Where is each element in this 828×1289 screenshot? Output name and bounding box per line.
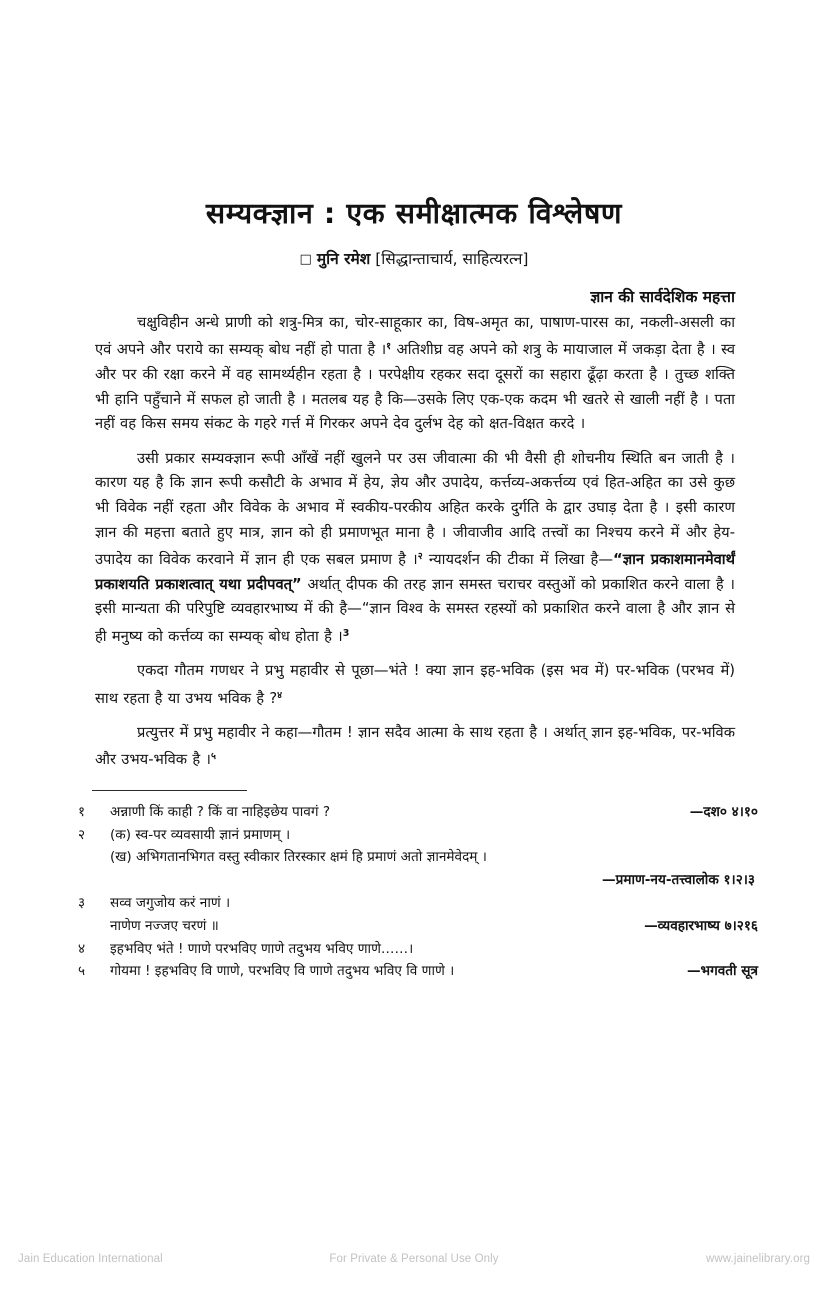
paragraph-1 bbox=[95, 311, 735, 437]
footnote-marker-5: ५ bbox=[210, 751, 216, 763]
paragraph-2 bbox=[95, 447, 735, 650]
footnote-marker-4: ४ bbox=[277, 690, 283, 702]
title-block bbox=[0, 196, 828, 269]
paragraph-4-text: प्रत्युत्तर में प्रभु महावीर ने कहा—गौतम ! ज्ञान सदैव आत्मा के साथ रहता है । अर्थात् ज्ञान इह-भविक, पर-भविक और उभय-भविक है । bbox=[95, 723, 735, 769]
footnote-text: अन्नाणी किं काही ? किं वा नाहिइछेय पावगं ? bbox=[110, 803, 331, 820]
footnote-body bbox=[110, 801, 758, 824]
footnote-body bbox=[110, 938, 758, 961]
footnote-separator bbox=[92, 790, 247, 791]
footnote-body bbox=[110, 846, 758, 869]
footnote-number: २ bbox=[78, 826, 86, 843]
paragraph-2-text-a: उसी प्रकार सम्यक्ज्ञान रूपी आँखें नहीं खुलने पर उस जीवात्मा की भी वैसी ही शोचनीय स्थिति बन जाती है । कारण यह है कि ज्ञान रूपी कसौटी के अभाव में हेय, ज्ञेय और उपादेय, कर्त्तव्य-अकर्त्तव्य एवं हित-अहित का उसे कुछ भी विवेक नहीं रहता और विवेक के अभाव में स्वकीय-परकीय अहित करके दुर्गति के द्वार उघाड़ देता है । इसी कारण ज्ञान की महत्ता बताते हुए मात्र, ज्ञान को ही प्रमाणभूत माना है । जीवाजीव आदि तत्त्वों का निश्चय करने में और हेय-उपादेय का विवेक करवाने में ज्ञान ही एक सबल प्रमाण है । bbox=[95, 449, 735, 569]
document-page bbox=[0, 196, 828, 1289]
footnote-marker-3: 3 bbox=[342, 627, 350, 639]
footnote-item bbox=[78, 801, 758, 824]
section-heading: ज्ञान की सार्वदेशिक महत्ता bbox=[590, 287, 735, 306]
footnote-marker-1: १ bbox=[386, 341, 392, 353]
footnote-source: —भगवती सूत्र bbox=[686, 963, 758, 980]
byline bbox=[70, 249, 758, 269]
footnote-text: नाणेण नज्जए चरणं ॥ bbox=[110, 917, 219, 934]
footnote-marker-2: २ bbox=[417, 551, 423, 563]
footnote-number: ५ bbox=[78, 963, 86, 980]
paragraph-4 bbox=[95, 721, 735, 773]
page-footer bbox=[0, 1253, 828, 1265]
author-credentials: [सिद्धान्ताचार्य, साहित्यरत्न] bbox=[375, 249, 529, 268]
page-title: सम्यक्ज्ञान : एक समीक्षात्मक विश्लेषण bbox=[205, 197, 623, 230]
footnote-body bbox=[110, 960, 758, 983]
footnote-text: सव्व जगुजोय करं नाणं । bbox=[110, 895, 231, 912]
paragraph-3 bbox=[95, 659, 735, 711]
footnote-source: —दश० ४।१० bbox=[689, 803, 758, 820]
author-name: मुनि रमेश bbox=[316, 249, 371, 268]
footnote-subline bbox=[78, 915, 758, 938]
footnote-body bbox=[110, 892, 758, 915]
footnote-text: इहभविए भंते ! णाणे परभविए णाणे तदुभय भविए णाणे……। bbox=[110, 940, 414, 957]
paragraph-2-text-b: न्यायदर्शन की टीका में लिखा है— bbox=[422, 551, 614, 569]
footnote-number: १ bbox=[78, 803, 86, 820]
paragraph-2-text-c: अर्थात् दीपक की तरह ज्ञान समस्त चराचर वस्तुओं को प्रकाशित करने वाला है । इसी मान्यता की परिपुष्टि व्यवहारभाष्य में की है—“ज्ञान विश्व के समस्त रहस्यों को प्रकाशित करने वाला है और ज्ञान से ही मनुष्य को कर्त्तव्य का सम्यक् बोध होता है । bbox=[95, 575, 735, 645]
paragraph-3-text: एकदा गौतम गणधर ने प्रभु महावीर से पूछा—भंते ! क्या ज्ञान इह-भविक (इस भव में) पर-भविक (परभव में) साथ रहता है या उभय भविक है ? bbox=[95, 662, 735, 708]
square-bullet-icon: □ bbox=[299, 251, 312, 267]
footnote-number: ३ bbox=[78, 895, 86, 912]
footnote-item bbox=[78, 824, 758, 847]
footnote-body bbox=[110, 824, 758, 847]
footnote-source: —प्रमाण-नय-तत्त्वालोक १।२।३ bbox=[601, 872, 755, 889]
footnote-item bbox=[78, 938, 758, 961]
sanskrit-quote: “ज्ञान प्रकाशमानमेवार्थं प्रकाशयति प्रकाशत्वात् यथा प्रदीपवत्” bbox=[95, 551, 735, 593]
footnote-text: (क) स्व-पर व्यवसायी ज्ञानं प्रमाणम् । bbox=[110, 826, 291, 843]
footer-left-text: Jain Education International bbox=[18, 1253, 163, 1265]
footnote-item bbox=[78, 892, 758, 915]
footer-right-link[interactable]: www.jainelibrary.org bbox=[705, 1253, 810, 1265]
footnote-number: ४ bbox=[78, 940, 86, 957]
body-column bbox=[0, 311, 828, 773]
footnotes-section bbox=[0, 801, 828, 983]
footnote-item bbox=[78, 960, 758, 983]
footnote-source: —व्यवहारभाष्य ७।२१६ bbox=[644, 917, 758, 934]
footnote-text: (ख) अभिगतानभिगत वस्तु स्वीकार तिरस्कार क्षमं हि प्रमाणं अतो ज्ञानमेवेदम् । bbox=[110, 849, 487, 866]
paragraph-1-text-b: अतिशीघ्र वह अपने को शत्रु के मायाजाल में जकड़ा देता है । स्व और पर की रक्षा करने में वह सामर्थ्यहीन रहता है । परपेक्षीय रहकर सदा दूसरों का सहारा ढूँढ़ा करता है । तुच्छ शक्ति भी हानि पहुँचाने में सफल हो जाती है । मतलब यह है कि—उसके लिए एक-एक कदम भी खतरे से खाली नहीं है । पता नहीं वह किस समय संकट के गहरे गर्त्त में गिरकर अपने देव दुर्लभ देह को क्षत-विक्षत करदे । bbox=[95, 341, 735, 433]
footnote-text: गोयमा ! इहभविए वि णाणे, परभविए वि णाणे तदुभय भविए वि णाणे । bbox=[110, 963, 455, 980]
footnote-body bbox=[110, 915, 758, 938]
footnote-subline bbox=[78, 846, 758, 869]
paragraph-1-text-a: चक्षुविहीन अन्धे प्राणी को शत्रु-मित्र का, चोर-साहूकार का, विष-अमृत का, पाषाण-पारस का, नकली-असली का एवं अपने और पराये का सम्यक् बोध नहीं हो पाता है । bbox=[95, 313, 735, 359]
footer-center-text: For Private & Personal Use Only bbox=[329, 1253, 499, 1265]
